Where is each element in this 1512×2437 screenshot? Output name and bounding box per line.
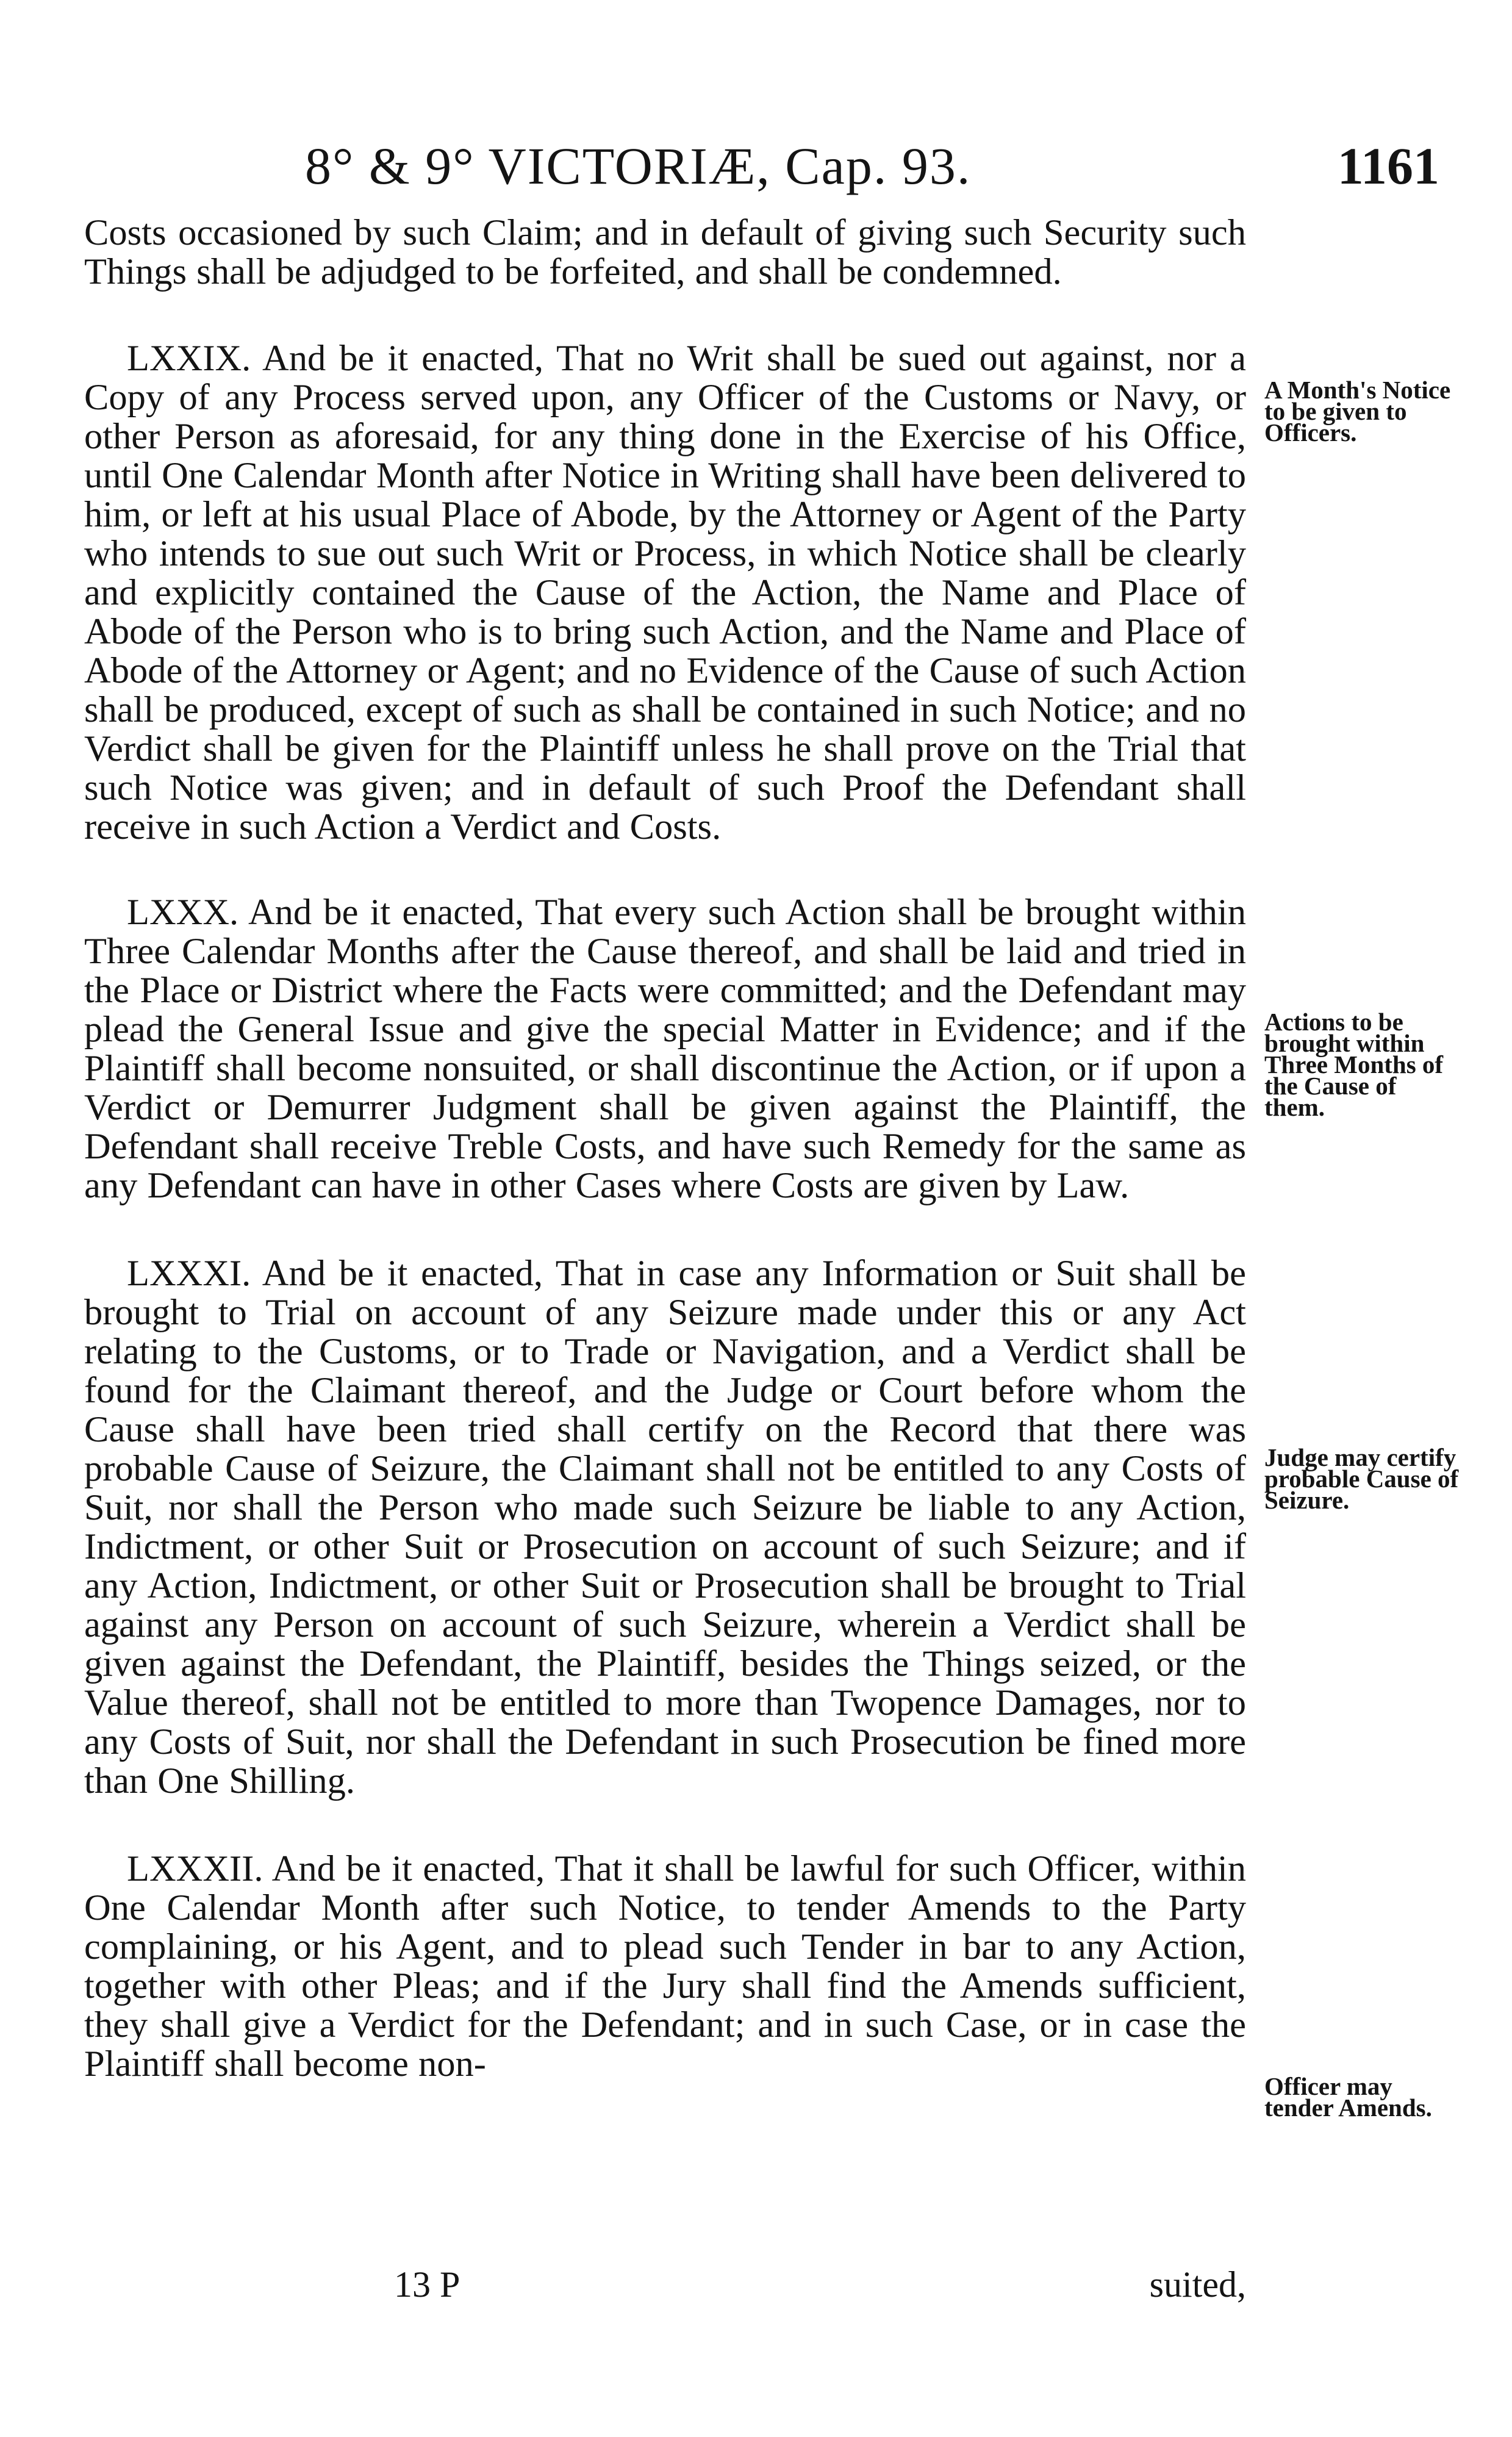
section-lxxx: LXXX. And be it enacted, That every such Action shall be brought within Three Calendar Months after the Cause thereof, and shall be laid and tried in the Place or District where the Facts were committed; and the Defendant may plead the General Issue and give the special Matter in Evidence; and if the Plaintiff shall become nonsuited, or shall discontinue the Action, or if upon a Verdict or Demurrer Judgment shall be given against the Plaintiff, the Defendant shall receive Treble Costs, and have such Remedy for the same as any Defendant can have in other Cases where Costs are given by Law. <box>84 892 1246 1206</box>
page-number: 1161 <box>1337 137 1439 195</box>
running-header <box>305 129 1439 203</box>
signature-mark: 13 P <box>394 2264 460 2305</box>
running-title: 8° & 9° VICTORIÆ, Cap. 93. <box>305 137 972 195</box>
margin-note-lxxxii: Officer may tender Amends. <box>1264 2072 1432 2122</box>
margin-note-lxxx: Actions to be brought within Three Months of the Cause of them. <box>1264 1008 1444 1121</box>
main-text-column <box>84 214 1246 2084</box>
margin-note-lxxxi: Judge may certify probable Cause of Seizure. <box>1264 1443 1459 1514</box>
section-lxxxi: LXXXI. And be it enacted, That in case any Information or Suit shall be brought to Trial on account of any Seizure made under this or any Act relating to the Customs, or to Trade or Navigation, and a Verdict shall be found for the Claimant thereof, and the Judge or Court before whom the Cause shall have been tried shall certify on the Record that there was probable Cause of Seizure, the Claimant shall not be entitled to any Costs of Suit, nor shall the Person who made such Seizure be liable to any Action, Indictment, or other Suit or Prosecution on account of such Seizure; and if any Action, Indictment, or other Suit or Prosecution shall be brought to Trial against any Person on account of such Seizure, wherein a Verdict shall be given against the Defendant, the Plaintiff, besides the Things seized, or the Value thereof, shall not be entitled to more than Twopence Damages, nor to any Costs of Suit, nor shall the Defendant in such Prosecution be fined more than One Shilling. <box>84 1253 1246 1801</box>
section-lxxix: LXXIX. And be it enacted, That no Writ shall be sued out against, nor a Copy of any Process served upon, any Officer of the Customs or Navy, or other Person as aforesaid, for any thing done in the Exercise of his Office, until One Calendar Month after Notice in Writing shall have been delivered to him, or left at his usual Place of Abode, by the Attorney or Agent of the Party who intends to sue out such Writ or Process, in which Notice shall be clearly and explicitly contained the Cause of the Action, the Name and Place of Abode of the Person who is to bring such Action, and the Name and Place of Abode of the Attorney or Agent; and no Evidence of the Cause of such Action shall be produced, except of such as shall be contained in such Notice; and no Verdict shall be given for the Plaintiff unless he shall prove on the Trial that such Notice was given; and in default of such Proof the Defendant shall receive in such Action a Verdict and Costs. <box>84 338 1246 847</box>
catchword: suited, <box>1149 2264 1246 2305</box>
paragraph-continued: Costs occasioned by such Claim; and in default of giving such Security such Things shall be adjudged to be forfeited, and shall be condemned. <box>84 212 1246 292</box>
section-lxxxii: LXXXII. And be it enacted, That it shall be lawful for such Officer, within One Calendar Month after such Notice, to tender Amends to the Party complaining, or his Agent, and to plead such Tender in bar to any Action, together with other Pleas; and if the Jury shall find the Amends sufficient, they shall give a Verdict for the Defendant; and in such Case, or in case the Plaintiff shall become non- <box>84 1848 1246 2084</box>
margin-note-lxxix: A Month's Notice to be given to Officers. <box>1264 376 1451 447</box>
page-footer <box>84 2263 1246 2306</box>
